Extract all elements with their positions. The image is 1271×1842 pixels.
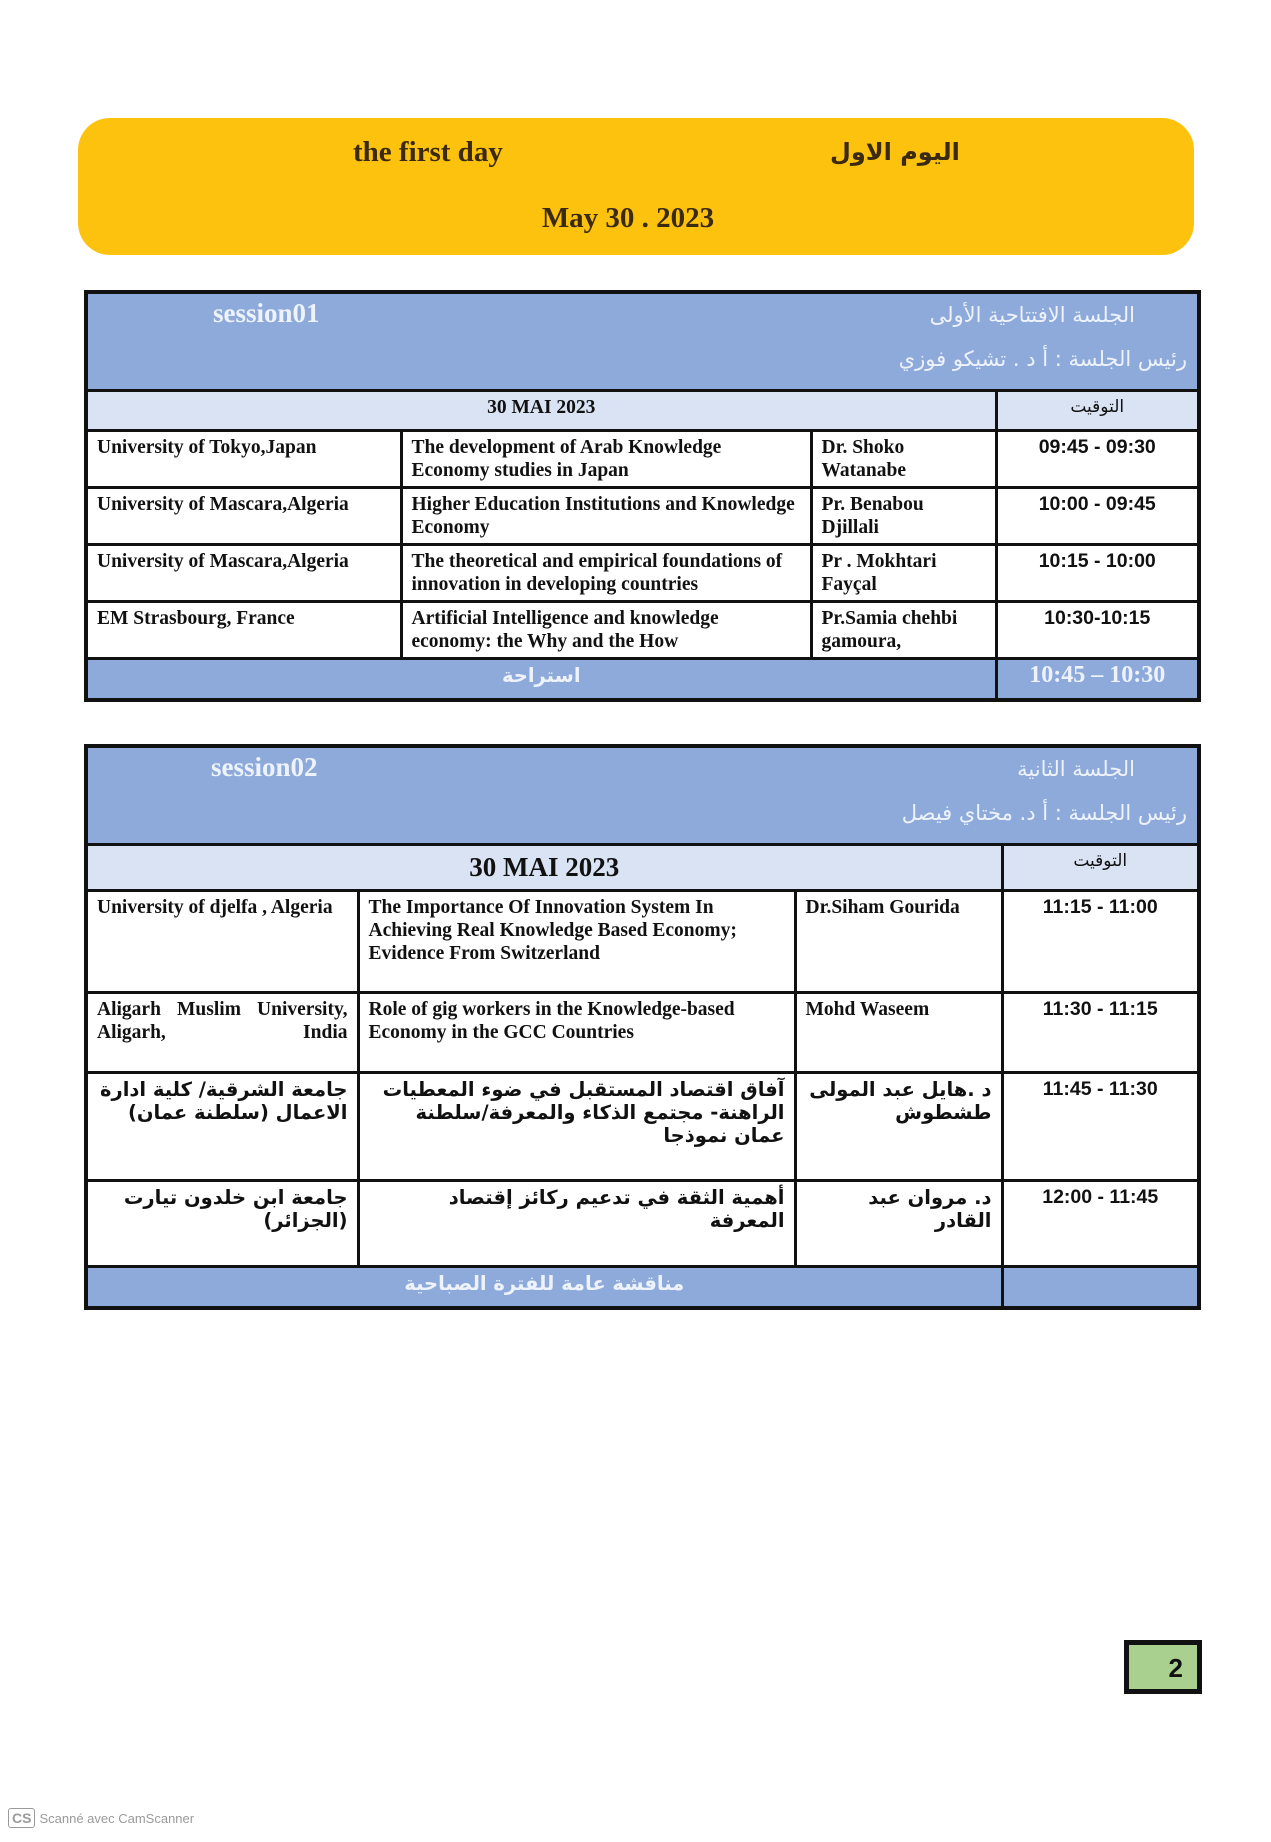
speaker-cell: Pr.Samia chehbi gamoura, <box>811 601 996 658</box>
session-01-table <box>84 290 1201 702</box>
session-01-break-time: 10:45 – 10:30 <box>996 658 1199 700</box>
time-cell: 10:30-10:15 <box>996 601 1199 658</box>
time-cell: 10:00 - 09:45 <box>996 487 1199 544</box>
session-01-name: session01 <box>213 298 320 328</box>
talk-title-cell: Role of gig workers in the Knowledge-based Economy in the GCC Countries <box>358 992 795 1072</box>
day-header <box>78 118 1194 255</box>
institution-cell: جامعة الشرقية/ كلية ادارة الاعمال (سلطنة عمان) <box>86 1072 358 1180</box>
speaker-cell: Pr . Mokhtari Fayçal <box>811 544 996 601</box>
session-01-date: 30 MAI 2023 <box>86 390 996 430</box>
speaker-cell: Pr. Benabou Djillali <box>811 487 996 544</box>
session-02-discussion-time <box>1002 1266 1199 1308</box>
time-cell: 11:45 - 11:30 <box>1002 1072 1199 1180</box>
talk-title-cell: The development of Arab Knowledge Economy studies in Japan <box>401 430 811 487</box>
talk-title-cell: The Importance Of Innovation System In Achieving Real Knowledge Based Economy; Evidence From Switzerland <box>358 890 795 992</box>
time-cell: 11:30 - 11:15 <box>1002 992 1199 1072</box>
time-cell: 10:15 - 10:00 <box>996 544 1199 601</box>
speaker-cell: د. مروان عبد القادر <box>795 1180 1002 1266</box>
speaker-cell: د .هايل عبد المولى طشطوش <box>795 1072 1002 1180</box>
session-02-titlebar <box>86 746 1199 844</box>
talk-title-cell: آفاق اقتصاد المستقبل في ضوء المعطيات الراهنة- مجتمع الذكاء والمعرفة/سلطنة عمان نموذجا <box>358 1072 795 1180</box>
table-row <box>86 1072 1199 1180</box>
session-01-titlebar <box>86 292 1199 390</box>
institution-cell: University of Tokyo,Japan <box>86 430 401 487</box>
scanner-watermark <box>8 1808 194 1828</box>
table-row <box>86 992 1199 1072</box>
session-02-discussion: مناقشة عامة للفترة الصباحية <box>86 1266 1002 1308</box>
talk-title-cell: أهمية الثقة في تدعيم ركائز إقتصاد المعرفة <box>358 1180 795 1266</box>
talk-title-cell: Artificial Intelligence and knowledge economy: the Why and the How <box>401 601 811 658</box>
session-02-name: session02 <box>211 752 318 782</box>
table-row <box>86 487 1199 544</box>
time-cell: 11:15 - 11:00 <box>1002 890 1199 992</box>
institution-cell: Aligarh Muslim University, Aligarh, India <box>86 992 358 1072</box>
session-01-break: استراحة <box>86 658 996 700</box>
institution-cell: جامعة ابن خلدون تيارت (الجزائر) <box>86 1180 358 1266</box>
speaker-cell: Dr. Shoko Watanabe <box>811 430 996 487</box>
session-02-table <box>84 744 1201 1310</box>
speaker-cell: Dr.Siham Gourida <box>795 890 1002 992</box>
session-02-chair: رئيس الجلسة : أ د. مختاي فيصل <box>901 801 1187 825</box>
table-row <box>86 601 1199 658</box>
time-cell: 12:00 - 11:45 <box>1002 1180 1199 1266</box>
table-row <box>86 890 1199 992</box>
institution-cell: University of djelfa , Algeria <box>86 890 358 992</box>
talk-title-cell: The theoretical and empirical foundations of innovation in developing countries <box>401 544 811 601</box>
day-title-en: the first day <box>353 136 503 168</box>
camscanner-logo-icon: CS <box>8 1808 35 1828</box>
institution-cell: University of Mascara,Algeria <box>86 487 401 544</box>
scanner-text: Scanné avec CamScanner <box>39 1811 195 1826</box>
time-cell: 09:45 - 09:30 <box>996 430 1199 487</box>
session-01-time-header: التوقيت <box>996 390 1199 430</box>
page-number: 2 <box>1124 1640 1202 1694</box>
table-row <box>86 544 1199 601</box>
session-01-chair: رئيس الجلسة : أ د . تشيكو فوزي <box>898 347 1187 371</box>
session-01-title-ar: الجلسة الافتتاحية الأولى <box>929 303 1135 327</box>
session-02-date: 30 MAI 2023 <box>86 844 1002 890</box>
day-title-ar: اليوم الاول <box>830 138 960 166</box>
table-row <box>86 1180 1199 1266</box>
session-02-title-ar: الجلسة الثانية <box>1017 757 1135 781</box>
talk-title-cell: Higher Education Institutions and Knowledge Economy <box>401 487 811 544</box>
table-row <box>86 430 1199 487</box>
institution-cell: University of Mascara,Algeria <box>86 544 401 601</box>
session-02-time-header: التوقيت <box>1002 844 1199 890</box>
institution-cell: EM Strasbourg, France <box>86 601 401 658</box>
speaker-cell: Mohd Waseem <box>795 992 1002 1072</box>
day-date: May 30 . 2023 <box>541 202 715 234</box>
